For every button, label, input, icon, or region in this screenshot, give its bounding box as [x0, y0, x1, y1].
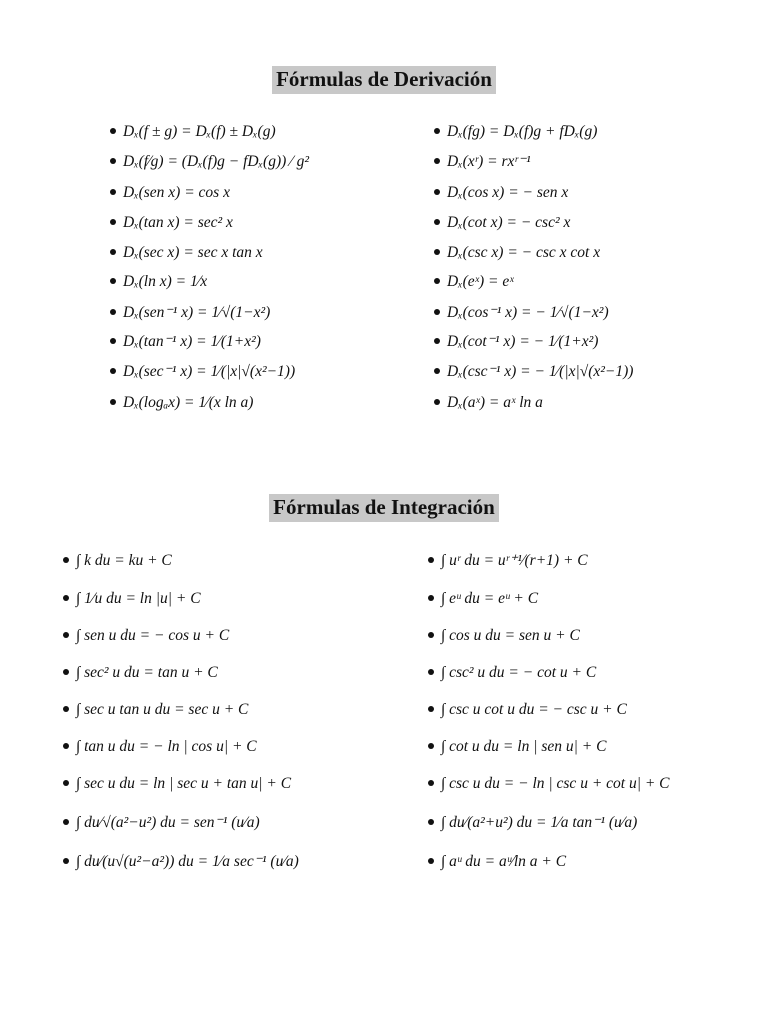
derivation-formula	[434, 243, 600, 263]
derivation-formula	[110, 122, 276, 142]
formula-text: ∫ du⁄(u√(u²−a²)) du = 1⁄a sec⁻¹ (u⁄a)	[76, 853, 299, 870]
derivation-formula	[434, 152, 531, 172]
formula-text: Dₓ(tan x) = sec² x	[123, 214, 233, 231]
formula-text: Dₓ(eˣ) = eˣ	[447, 273, 514, 290]
formula-text: Dₓ(logₐx) = 1⁄(x ln a)	[123, 394, 254, 411]
bullet-icon	[63, 632, 69, 638]
integration-formula	[428, 737, 606, 757]
formula-text: ∫ sec² u du = tan u + C	[76, 664, 218, 681]
formula-text: ∫ 1⁄u du = ln |u| + C	[76, 590, 201, 607]
bullet-icon	[434, 309, 440, 315]
derivation-formula	[434, 362, 633, 382]
bullet-icon	[434, 278, 440, 284]
derivation-formula	[434, 393, 543, 413]
formula-text: ∫ eᵘ du = eᵘ + C	[441, 590, 539, 607]
bullet-icon	[434, 368, 440, 374]
integration-formula	[428, 813, 637, 833]
formula-text: ∫ aᵘ du = aᵘ⁄ln a + C	[441, 853, 567, 870]
bullet-icon	[434, 128, 440, 134]
formula-text: Dₓ(fg) = Dₓ(f)g + fDₓ(g)	[447, 123, 598, 140]
bullet-icon	[63, 780, 69, 786]
bullet-icon	[110, 158, 116, 164]
integration-title-text: Fórmulas de Integración	[269, 494, 499, 522]
derivation-formula	[110, 393, 253, 413]
formula-text: ∫ sec u tan u du = sec u + C	[76, 701, 249, 718]
integration-formula	[63, 589, 201, 609]
bullet-icon	[428, 669, 434, 675]
integration-formula	[63, 551, 172, 571]
derivation-title-text: Fórmulas de Derivación	[272, 66, 496, 94]
bullet-icon	[428, 557, 434, 563]
bullet-icon	[110, 219, 116, 225]
formula-text: ∫ uʳ du = uʳ⁺¹⁄(r+1) + C	[441, 552, 588, 569]
bullet-icon	[63, 858, 69, 864]
formula-text: ∫ csc u du = − ln | csc u + cot u| + C	[441, 775, 670, 792]
integration-formula	[428, 700, 627, 720]
bullet-icon	[434, 158, 440, 164]
derivation-formula	[434, 213, 570, 233]
derivation-formula	[434, 122, 597, 142]
bullet-icon	[428, 632, 434, 638]
derivation-formula	[110, 303, 270, 323]
bullet-icon	[110, 399, 116, 405]
formula-text: Dₓ(cot⁻¹ x) = − 1⁄(1+x²)	[447, 333, 599, 350]
derivation-formula	[110, 332, 261, 352]
integration-formula	[63, 852, 299, 872]
integration-formula	[428, 551, 588, 571]
integration-title	[0, 494, 768, 522]
formula-text: Dₓ(f ± g) = Dₓ(f) ± Dₓ(g)	[123, 123, 276, 140]
bullet-icon	[428, 819, 434, 825]
derivation-formula	[110, 213, 233, 233]
integration-formula	[428, 663, 596, 683]
formula-text: Dₓ(csc⁻¹ x) = − 1⁄(|x|√(x²−1))	[447, 363, 634, 380]
derivation-formula	[434, 272, 514, 292]
bullet-icon	[110, 338, 116, 344]
formula-text: Dₓ(sen x) = cos x	[123, 184, 230, 201]
bullet-icon	[428, 743, 434, 749]
bullet-icon	[110, 368, 116, 374]
integration-formula	[63, 663, 218, 683]
bullet-icon	[110, 309, 116, 315]
integration-formula	[428, 589, 538, 609]
formula-text: ∫ csc u cot u du = − csc u + C	[441, 701, 627, 718]
formula-text: Dₓ(xʳ) = rxʳ⁻¹	[447, 153, 531, 170]
bullet-icon	[63, 743, 69, 749]
formula-text: ∫ sec u du = ln | sec u + tan u| + C	[76, 775, 292, 792]
integration-formula	[428, 852, 566, 872]
bullet-icon	[434, 399, 440, 405]
derivation-formula	[110, 272, 207, 292]
formula-text: Dₓ(csc x) = − csc x cot x	[447, 244, 601, 261]
bullet-icon	[63, 557, 69, 563]
integration-formula	[428, 626, 580, 646]
bullet-icon	[428, 706, 434, 712]
formula-text: Dₓ(f⁄g) = (Dₓ(f)g − fDₓ(g)) ⁄ g²	[123, 153, 309, 170]
derivation-formula	[110, 183, 230, 203]
formula-text: ∫ csc² u du = − cot u + C	[441, 664, 597, 681]
bullet-icon	[63, 595, 69, 601]
bullet-icon	[63, 669, 69, 675]
formula-text: ∫ du⁄√(a²−u²) du = sen⁻¹ (u⁄a)	[76, 814, 260, 831]
bullet-icon	[110, 189, 116, 195]
bullet-icon	[110, 249, 116, 255]
bullet-icon	[428, 858, 434, 864]
formula-text: Dₓ(sec⁻¹ x) = 1⁄(|x|√(x²−1))	[123, 363, 296, 380]
formula-text: ∫ cot u du = ln | sen u| + C	[441, 738, 607, 755]
formula-text: ∫ cos u du = sen u + C	[441, 627, 580, 644]
formula-text: Dₓ(cos x) = − sen x	[447, 184, 569, 201]
bullet-icon	[63, 706, 69, 712]
formula-text: Dₓ(sen⁻¹ x) = 1⁄√(1−x²)	[123, 304, 271, 321]
bullet-icon	[434, 249, 440, 255]
integration-formula	[63, 700, 248, 720]
formula-text: Dₓ(ln x) = 1⁄x	[123, 273, 208, 290]
bullet-icon	[434, 189, 440, 195]
integration-formula	[63, 774, 291, 794]
bullet-icon	[428, 780, 434, 786]
bullet-icon	[110, 128, 116, 134]
bullet-icon	[428, 595, 434, 601]
formula-text: ∫ k du = ku + C	[76, 552, 172, 569]
formula-text: Dₓ(cos⁻¹ x) = − 1⁄√(1−x²)	[447, 304, 609, 321]
derivation-formula	[110, 243, 263, 263]
formula-text: ∫ du⁄(a²+u²) du = 1⁄a tan⁻¹ (u⁄a)	[441, 814, 638, 831]
bullet-icon	[434, 338, 440, 344]
formula-text: Dₓ(cot x) = − csc² x	[447, 214, 571, 231]
derivation-formula	[434, 183, 568, 203]
formula-text: Dₓ(aˣ) = aˣ ln a	[447, 394, 543, 411]
integration-formula	[63, 813, 260, 833]
derivation-title	[0, 66, 768, 94]
formula-text: Dₓ(sec x) = sec x tan x	[123, 244, 263, 261]
integration-formula	[63, 626, 229, 646]
bullet-icon	[63, 819, 69, 825]
derivation-formula	[110, 362, 295, 382]
integration-formula	[428, 774, 670, 794]
derivation-formula	[110, 152, 309, 172]
bullet-icon	[110, 278, 116, 284]
derivation-formula	[434, 332, 598, 352]
formula-text: ∫ tan u du = − ln | cos u| + C	[76, 738, 257, 755]
derivation-formula	[434, 303, 609, 323]
formula-text: Dₓ(tan⁻¹ x) = 1⁄(1+x²)	[123, 333, 261, 350]
formula-text: ∫ sen u du = − cos u + C	[76, 627, 230, 644]
bullet-icon	[434, 219, 440, 225]
integration-formula	[63, 737, 257, 757]
